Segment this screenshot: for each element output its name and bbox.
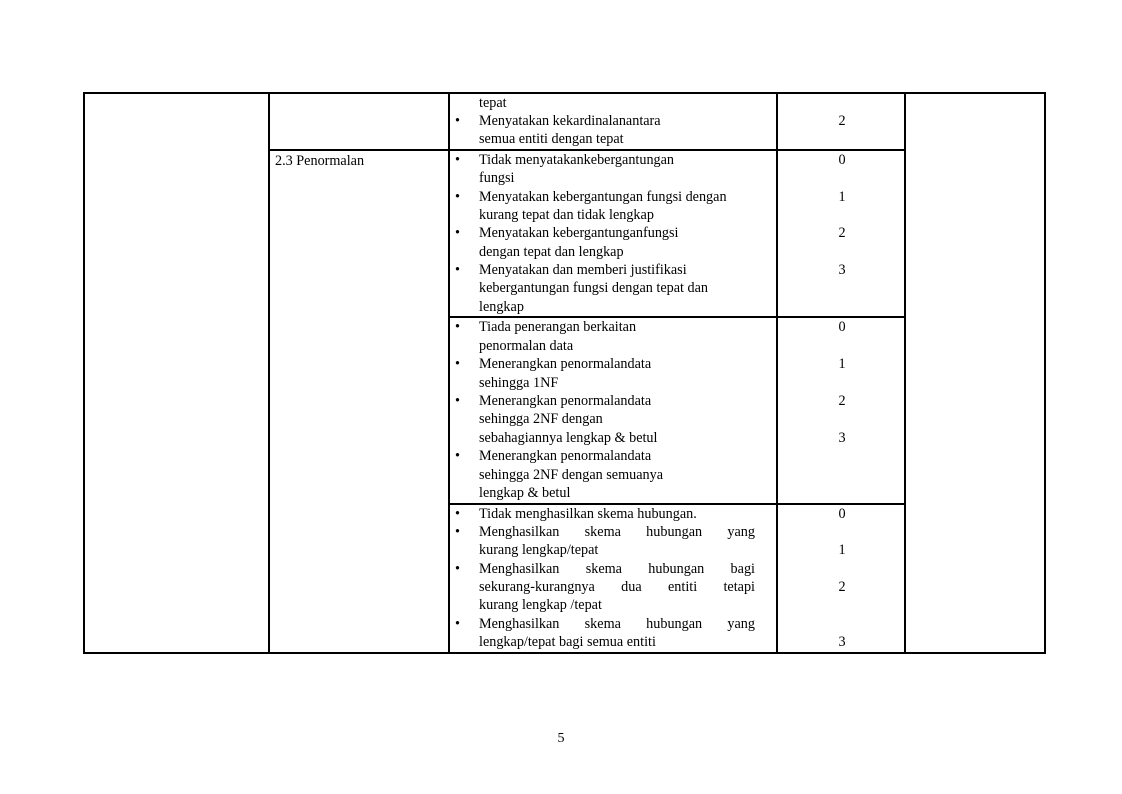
bullet: •: [455, 152, 460, 168]
criteria-line: penormalan data: [479, 338, 574, 354]
bullet: •: [455, 393, 460, 409]
table-border-right: [1044, 92, 1046, 654]
bullet: •: [455, 616, 460, 632]
criteria-line: Menyatakan dan memberi justifikasi: [479, 262, 687, 278]
score-value: 3: [838, 430, 846, 446]
criteria-line: sekurang-kurangnya dua entiti tetapi: [479, 579, 755, 595]
rubric-table: [83, 92, 1046, 654]
score-value: 2: [838, 225, 846, 241]
bullet: •: [455, 225, 460, 241]
bullet: •: [455, 262, 460, 278]
col-divider-2: [448, 92, 450, 654]
criteria-line: kurang tepat dan tidak lengkap: [479, 207, 654, 223]
criteria-line: Menyatakan kebergantunganfungsi: [479, 225, 679, 241]
table-border-bottom: [83, 652, 1046, 654]
score-value: 1: [838, 189, 846, 205]
bullet: •: [455, 189, 460, 205]
criteria-line: lengkap/tepat bagi semua entiti: [479, 634, 656, 650]
criteria-line: kebergantungan fungsi dengan tepat dan: [479, 280, 709, 296]
col-divider-1: [268, 92, 270, 654]
criteria-line: dengan tepat dan lengkap: [479, 244, 624, 260]
criteria-line: Menghasilkan skema hubungan yang: [479, 616, 755, 632]
bullet: •: [455, 448, 460, 464]
col-divider-4: [904, 92, 906, 654]
criteria-line: Tiada penerangan berkaitan: [479, 319, 637, 335]
criteria-line: sehingga 2NF dengan: [479, 411, 603, 427]
score-value: 2: [838, 393, 846, 409]
bullet: •: [455, 356, 460, 372]
score-value: 0: [838, 319, 846, 335]
col-divider-3: [776, 92, 778, 654]
score-value: 2: [838, 579, 846, 595]
bullet: •: [455, 113, 460, 129]
criteria-line: sehingga 2NF dengan semuanya: [479, 467, 664, 483]
bullet: •: [455, 506, 460, 522]
criteria-line: Tidak menghasilkan skema hubungan.: [479, 506, 697, 522]
score-value: 3: [838, 262, 846, 278]
criteria-line: Menerangkan penormalandata: [479, 356, 652, 372]
criteria-line: kurang lengkap /tepat: [479, 597, 602, 613]
score-value: 1: [838, 356, 846, 372]
table-border-top: [83, 92, 1046, 94]
criteria-line: Menghasilkan skema hubungan bagi: [479, 561, 755, 577]
criteria-line: sebahagiannya lengkap & betul: [479, 430, 658, 446]
bullet: •: [455, 319, 460, 335]
page-number: 5: [557, 731, 565, 746]
criteria-line: fungsi: [479, 170, 515, 186]
criteria-line: lengkap: [479, 299, 524, 315]
bullet: •: [455, 561, 460, 577]
section-label: 2.3 Penormalan: [275, 153, 365, 169]
criteria-line: Tidak menyatakankebergantungan: [479, 152, 675, 168]
score-value: 2: [838, 113, 846, 129]
score-value: 1: [838, 542, 846, 558]
criteria-line: Menghasilkan skema hubungan yang: [479, 524, 755, 540]
criteria-line: Menerangkan penormalandata: [479, 448, 652, 464]
table-border-left: [83, 92, 85, 654]
criteria-line: tepat: [479, 95, 507, 111]
criteria-line: Menyatakan kekardinalanantara: [479, 113, 661, 129]
score-value: 0: [838, 506, 846, 522]
criteria-line: kurang lengkap/tepat: [479, 542, 599, 558]
bullet: •: [455, 524, 460, 540]
criteria-line: Menyatakan kebergantungan fungsi dengan: [479, 189, 727, 205]
criteria-line: semua entiti dengan tepat: [479, 131, 624, 147]
criteria-line: lengkap & betul: [479, 485, 571, 501]
score-value: 0: [838, 152, 846, 168]
criteria-line: Menerangkan penormalandata: [479, 393, 652, 409]
criteria-line: sehingga 1NF: [479, 375, 559, 391]
score-value: 3: [838, 634, 846, 650]
